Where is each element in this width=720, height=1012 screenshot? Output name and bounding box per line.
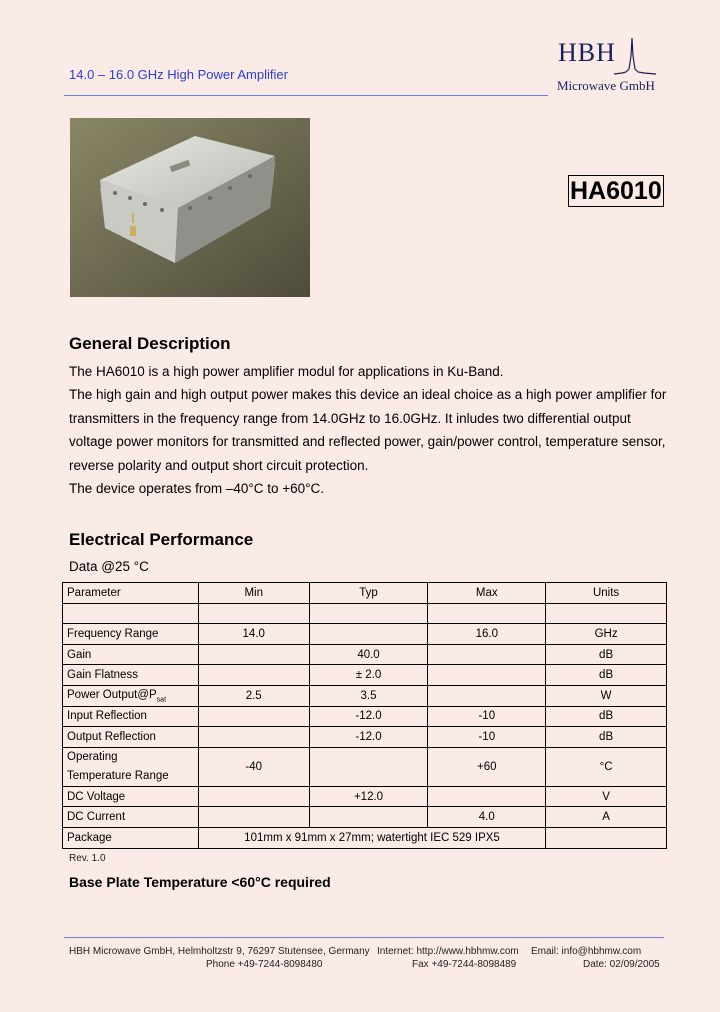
general-description-heading: General Description	[69, 334, 231, 353]
table-row: Frequency Range 14.0 16.0 GHz	[63, 624, 667, 645]
header-divider	[64, 95, 548, 96]
footer-company: HBH Microwave GmbH, Helmholtzstr 9, 76297 Stutensee, Germany	[69, 946, 370, 957]
table-row: Gain 40.0 dB	[63, 644, 667, 665]
header-max: Max	[428, 583, 546, 604]
product-photo	[70, 118, 310, 297]
table-row: Input Reflection -12.0 -10 dB	[63, 706, 667, 727]
base-plate-note: Base Plate Temperature <60°C required	[69, 874, 331, 890]
table-row: Power $Output@P_{sat}$ 2.5 3.5 W	[63, 685, 667, 706]
header-units: Units	[546, 583, 667, 604]
header-min: Min	[198, 583, 309, 604]
company-logo	[556, 36, 666, 96]
table-row: DC Voltage +12.0 V	[63, 786, 667, 807]
table-row-package: Package 101mm x 91mm x 27mm; watertight IEC 529 IPX5	[63, 827, 667, 848]
logo-text: HBH	[558, 38, 616, 67]
table-row: Gain Flatness ± 2.0 dB	[63, 665, 667, 686]
footer-fax: Fax +49-7244-8098489	[412, 959, 517, 970]
table-header-row	[63, 583, 667, 604]
footer-divider	[64, 937, 664, 938]
logo-subtext: Microwave GmbH	[557, 78, 655, 93]
description-paragraph: The HA6010 is a high power amplifier modul for applications in Ku-Band.	[69, 364, 504, 379]
table-row: DC Current 4.0 A	[63, 807, 667, 828]
footer-phone: Phone +49-7244-8098480	[206, 959, 323, 970]
model-number: HA6010	[570, 177, 662, 205]
table-row: Output Reflection -12.0 -10 dB	[63, 727, 667, 748]
electrical-performance-heading: Electrical Performance	[69, 530, 254, 549]
document-title: 14.0 – 16.0 GHz High Power Amplifier	[69, 67, 288, 82]
description-paragraph: The device operates from –40°C to +60°C.	[69, 481, 325, 497]
header-typ: Typ	[309, 583, 428, 604]
general-description-text	[69, 360, 669, 500]
footer-date: Date: 02/09/2005	[583, 959, 660, 970]
footer-internet-link[interactable]: Internet: http://www.hbhmw.com	[377, 946, 519, 957]
revision-label: Rev. 1.0	[69, 853, 106, 864]
description-paragraph: The high gain and high output power makes this device an ideal choice as a high power amplifier for transmitters in the frequency range from 14.0GHz to 16.0GHz. It inludes two differential output voltage power monitors for transmitted and reflected power, gain/power control, temperature sensor, reverse polarity and output short circuit protection.	[69, 387, 667, 473]
spec-table	[62, 582, 667, 849]
table-row: Operating Temperature Range -40 +60 °C	[63, 747, 667, 786]
table-spacer-row	[63, 603, 667, 624]
header-parameter: Parameter	[63, 583, 199, 604]
test-condition: Data @25 °C	[69, 559, 149, 574]
footer-email-link[interactable]: Email: info@hbhmw.com	[531, 946, 642, 957]
